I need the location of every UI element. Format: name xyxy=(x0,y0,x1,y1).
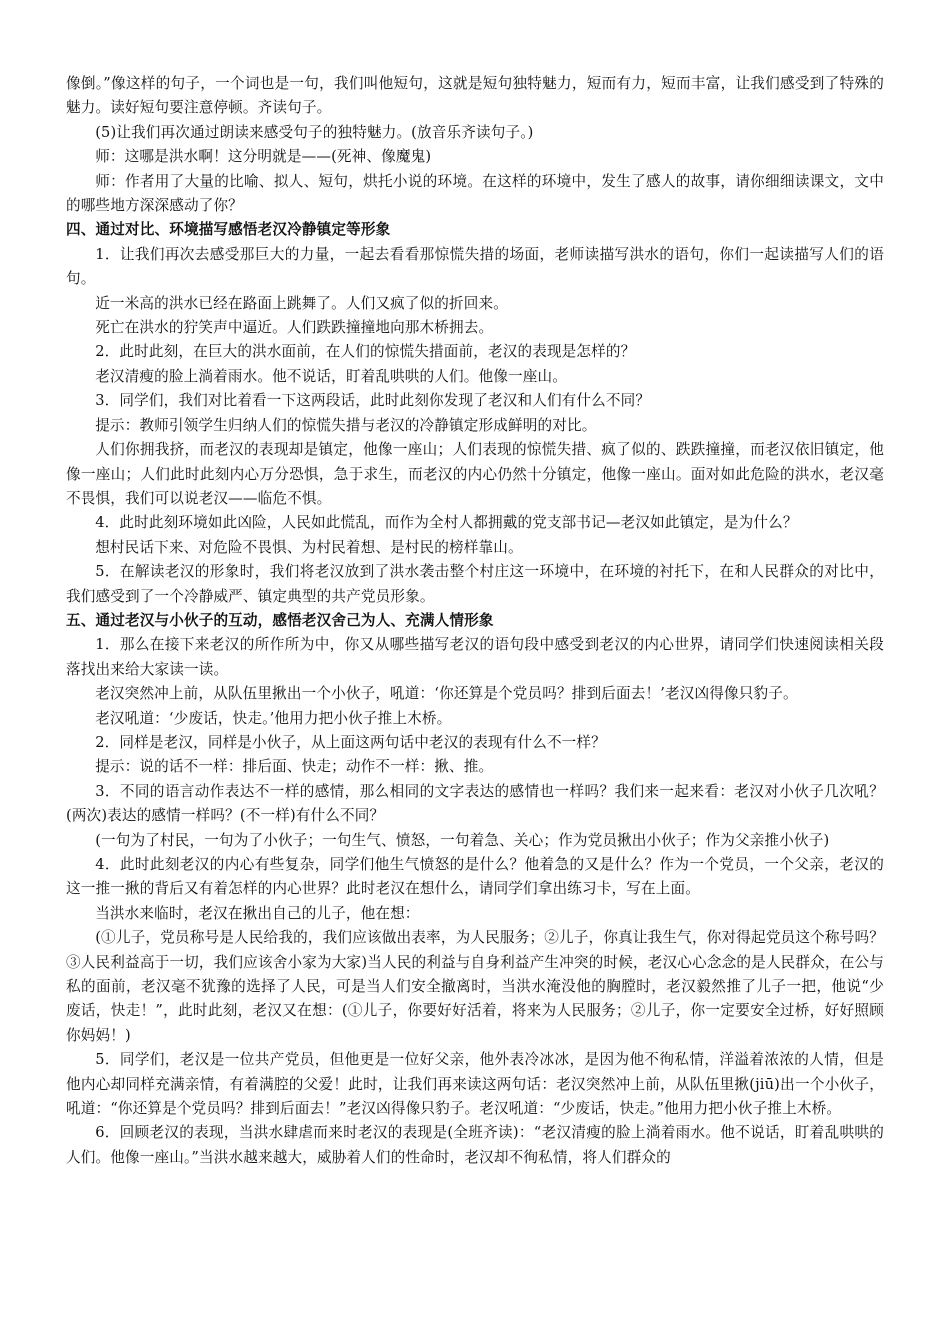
paragraph: (①儿子，党员称号是人民给我的，我们应该做出表率，为人民服务；②儿子，你真让我生气，你对得起党员这个称号吗？③人民利益高于一切，我们应该舍小家为大家)当人民的利益与自身利益产生冲突的时候，老汉心心念念的是人民群众，在公与私的面前，老汉毫不犹豫的选择了人民，可是当人们安全撤离时，当洪水淹没他的胸膛时，老汉毅然推了儿子一把，他说“少废话，快走！”，此时此刻，老汉又在想：(①儿子，你要好好活着，将来为人民服务；②儿子，你一定要安全过桥，好好照顾你妈妈！) xyxy=(66,929,884,1044)
paragraph: 想村民话下来、对危险不畏惧、为村民着想、是村民的榜样靠山。 xyxy=(95,538,523,556)
paragraph: 老汉突然冲上前，从队伍里揪出一个小伙子，吼道：‘你还算是个党员吗？排到后面去！’老汉凶得像只豹子。 xyxy=(95,685,798,703)
paragraph: 近一米高的洪水已经在路面上跳舞了。人们又疯了似的折回来。 xyxy=(95,294,509,312)
paragraph: 2．同样是老汉，同样是小伙子，从上面这两句话中老汉的表现有什么不一样？ xyxy=(95,733,606,751)
paragraph: 2．此时此刻，在巨大的洪水面前，在人们的惊慌失措面前，老汉的表现是怎样的？ xyxy=(95,343,636,361)
paragraph: 1．那么在接下来老汉的所作所为中，你又从哪些描写老汉的语句段中感受到老汉的内心世界，请同学们快速阅读相关段落找出来给大家读一读。 xyxy=(66,636,884,678)
paragraph: 当洪水来临时，老汉在揪出自己的儿子，他在想： xyxy=(95,904,420,922)
section-heading-4: 四、通过对比、环境描写感悟老汉冷静镇定等形象 xyxy=(66,221,391,239)
paragraph: 师：作者用了大量的比喻、拟人、短句，烘托小说的环境。在这样的环境中，发生了感人的故事，请你细细读课文，文中的哪些地方深深感动了你？ xyxy=(66,172,884,215)
paragraph: 老汉吼道：‘少废话，快走。’他用力把小伙子推上木桥。 xyxy=(95,709,452,727)
section-heading-5: 五、通过老汉与小伙子的互动，感悟老汉舍己为人、充满人情形象 xyxy=(66,611,494,629)
paragraph: 提示：说的话不一样：排后面、快走；动作不一样：揪、推。 xyxy=(95,758,494,776)
paragraph: 3．不同的语言动作表达不一样的感情，那么相同的文字表达的感情也一样吗？我们来一起来看：老汉对小伙子几次吼？(两次)表达的感情一样吗？(不一样)有什么不同？ xyxy=(66,782,884,825)
paragraph: 5．同学们，老汉是一位共产党员，但他更是一位好父亲，他外表冷冰冰，是因为他不徇私情，洋溢着浓浓的人情，但是他内心却同样充满亲情，有着满腔的父爱！此时，让我们再来读这两句话：老汉突然冲上前，从队伍里揪(jiū)出一个小伙子，吼道：“你还算是个党员吗？排到后面去！”老汉凶得像只豹子。老汉吼道：“少废话，快走。”他用力把小伙子推上木桥。 xyxy=(66,1051,884,1118)
paragraph: 像倒。”像这样的句子，一个词也是一句，我们叫他短句，这就是短句独特魅力，短而有力，短而丰富，让我们感受到了特殊的魅力。读好短句要注意停顿。齐读句子。 xyxy=(66,75,884,117)
paragraph: (一句为了村民，一句为了小伙子；一句生气、愤怒，一句着急、关心；作为党员揪出小伙子；作为父亲推小伙子) xyxy=(95,831,830,849)
paragraph: 4．此时此刻老汉的内心有些复杂，同学们他生气愤怒的是什么？他着急的又是什么？作为一个党员，一个父亲，老汉的这一推一揪的背后又有着怎样的内心世界？此时老汉在想什么，请同学们拿出练习卡，写在上面。 xyxy=(66,856,884,898)
paragraph: 3．同学们，我们对比着看一下这两段话，此时此刻你发现了老汉和人们有什么不同？ xyxy=(95,392,651,410)
paragraph: (5)让我们再次通过朗读来感受句子的独特魅力。(放音乐齐读句子。) xyxy=(95,123,534,141)
paragraph: 4．此时此刻环境如此凶险，人民如此慌乱，而作为全村人都拥戴的党支部书记—老汉如此镇定，是为什么？ xyxy=(95,514,798,532)
paragraph: 人们你拥我挤，而老汉的表现却是镇定，他像一座山；人们表现的惊慌失措、疯了似的、跌跌撞撞，而老汉依旧镇定，他像一座山；人们此时此刻内心万分恐惧，急于求生，而老汉的内心仍然十分镇定，他像一座山。面对如此危险的洪水，老汉毫不畏惧，我们可以说老汉——临危不惧。 xyxy=(66,441,884,507)
paragraph: 提示：教师引领学生归纳人们的惊慌失措与老汉的冷静镇定形成鲜明的对比。 xyxy=(95,416,597,434)
paragraph: 6．回顾老汉的表现，当洪水肆虐而来时老汉的表现是(全班齐读)：“老汉清瘦的脸上淌着雨水。他不说话，盯着乱哄哄的人们。他像一座山。”当洪水越来越大，威胁着人们的性命时，老汉却不徇私情，将人们群众的 xyxy=(66,1124,884,1166)
paragraph: 5．在解读老汉的形象时，我们将老汉放到了洪水袭击整个村庄这一环境中，在环境的衬托下，在和人民群众的对比中，我们感受到了一个冷静威严、镇定典型的共产党员形象。 xyxy=(66,563,884,605)
paragraph: 师：这哪是洪水啊！这分明就是——(死神、像魔鬼) xyxy=(95,148,432,166)
paragraph: 1．让我们再次去感受那巨大的力量，一起去看看那惊慌失措的场面，老师读描写洪水的语句，你们一起读描写人们的语句。 xyxy=(66,245,884,288)
paragraph: 老汉清瘦的脸上淌着雨水。他不说话，盯着乱哄哄的人们。他像一座山。 xyxy=(95,367,567,385)
document-page xyxy=(66,72,884,1170)
paragraph: 死亡在洪水的狞笑声中逼近。人们跌跌撞撞地向那木桥拥去。 xyxy=(95,319,494,337)
